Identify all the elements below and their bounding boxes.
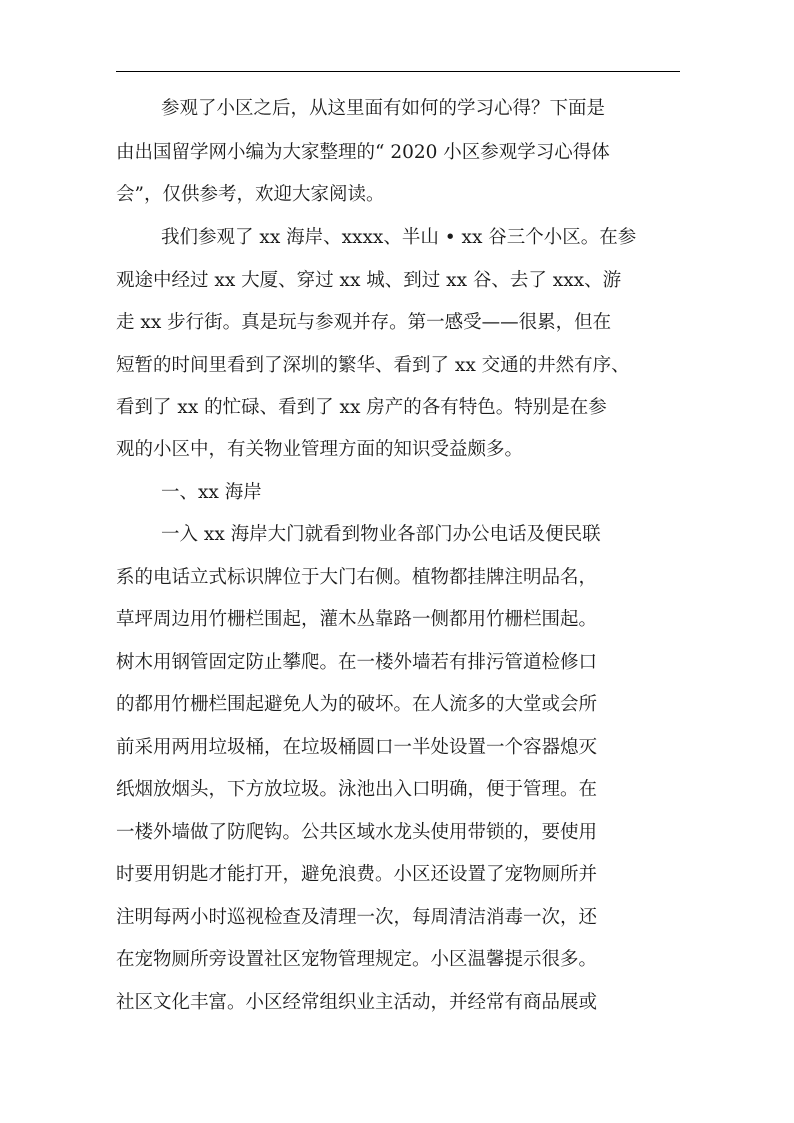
header-rule: [116, 71, 680, 72]
paragraph-line: 系的电话立式标识牌位于大门右侧。植物都挂牌注明品名，: [116, 567, 598, 588]
paragraph-line: 树木用钢管固定防止攀爬。在一楼外墙若有排污管道检修口: [116, 652, 598, 673]
paragraph-line: 草坪周边用竹栅栏围起，灌木丛靠路一侧都用竹栅栏围起。: [116, 609, 598, 630]
paragraph-line: 一入 xx 海岸大门就看到物业各部门办公电话及便民联: [161, 524, 601, 545]
paragraph-line: 观途中经过 xx 大厦、穿过 xx 城、到过 xx 谷、去了 xxx、游: [116, 270, 622, 291]
paragraph-line: 由出国留学网小编为大家整理的“ 2020 小区参观学习心得体: [116, 142, 610, 163]
paragraph-line: 走 xx 步行街。真是玩与参观并存。第一感受——很累，但在: [116, 312, 612, 333]
paragraph-line: 短暂的时间里看到了深圳的繁华、看到了 xx 交通的井然有序、: [116, 355, 630, 376]
paragraph-line: 纸烟放烟头，下方放垃圾。泳池出入口明确，便于管理。在: [116, 779, 598, 800]
paragraph-line: 社区文化丰富。小区经常组织业主活动，并经常有商品展或: [116, 992, 598, 1013]
paragraph-line: 的都用竹栅栏围起避免人为的破坏。在人流多的大堂或会所: [116, 694, 598, 715]
paragraph-line: 看到了 xx 的忙碌、看到了 xx 房产的各有特色。特别是在参: [116, 397, 607, 418]
paragraph-line: 在宠物厕所旁设置社区宠物管理规定。小区温馨提示很多。: [116, 949, 598, 970]
paragraph-line: 观的小区中，有关物业管理方面的知识受益颇多。: [116, 439, 524, 460]
paragraph-line: 一楼外墙做了防爬钩。公共区域水龙头使用带锁的，要使用: [116, 822, 598, 843]
paragraph-line: 注明每两小时巡视检查及清理一次，每周清洁消毒一次，还: [116, 907, 598, 928]
paragraph-line: 前采用两用垃圾桶，在垃圾桶圆口一半处设置一个容器熄灭: [116, 737, 598, 758]
paragraph-line: 参观了小区之后，从这里面有如何的学习心得？下面是: [161, 98, 606, 119]
section-heading: 一、xx 海岸: [161, 482, 262, 503]
paragraph-line: 会”，仅供参考，欢迎大家阅读。: [116, 184, 385, 205]
paragraph-line: 时要用钥匙才能打开，避免浪费。小区还设置了宠物厕所并: [116, 864, 598, 885]
paragraph-line: 我们参观了 xx 海岸、xxxx、半山 • xx 谷三个小区。在参: [161, 227, 637, 248]
